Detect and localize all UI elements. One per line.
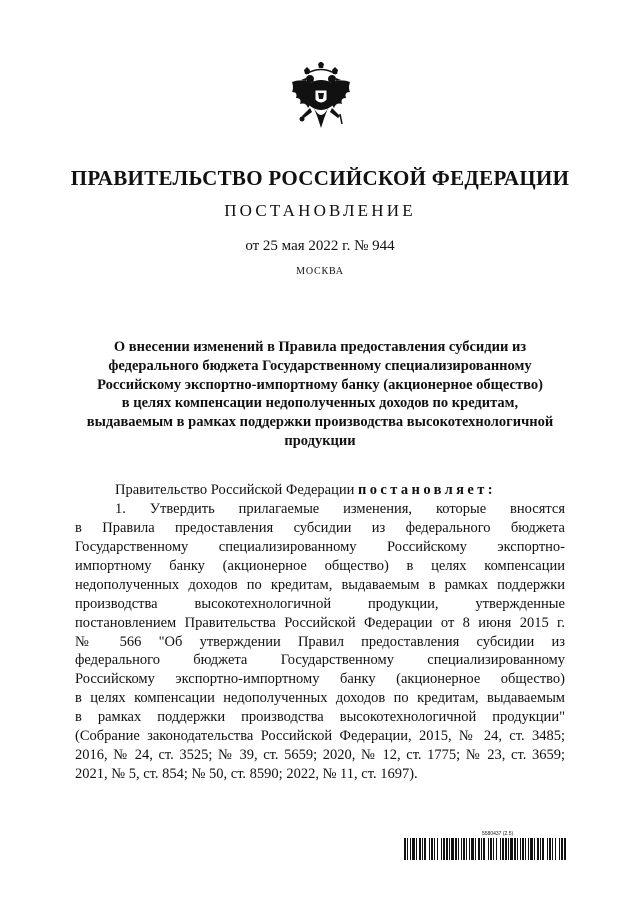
barcode-stripe bbox=[510, 838, 513, 860]
title-line: выдаваемым в рамках поддержки производства высокотехнологичной bbox=[86, 414, 554, 431]
government-title: ПРАВИТЕЛЬСТВО РОССИЙСКОЙ ФЕДЕРАЦИИ bbox=[70, 166, 570, 190]
body-line: в Правила предоставления субсидии из федерального бюджета bbox=[75, 519, 565, 536]
barcode-stripe bbox=[461, 838, 462, 860]
barcode-stripe bbox=[555, 838, 556, 860]
barcode-stripe bbox=[564, 838, 566, 860]
barcode-stripe bbox=[446, 838, 448, 860]
document-title bbox=[60, 338, 580, 451]
barcode-stripe bbox=[540, 838, 541, 860]
resolves-word: постановляет: bbox=[357, 482, 497, 498]
barcode-stripe bbox=[419, 838, 421, 860]
body-line: (Собрание законодательства Российской Федерации, 2015, № 24, ст. 3485; bbox=[75, 728, 565, 745]
barcode-stripe bbox=[458, 838, 459, 860]
barcode-stripe bbox=[481, 838, 482, 860]
document-date-number: от 25 мая 2022 г. № 944 bbox=[245, 238, 395, 254]
body-line: импортному банку (акционерное общество) в целях компенсации bbox=[75, 557, 565, 574]
barcode-stripe bbox=[517, 838, 518, 860]
barcode-stripe bbox=[537, 838, 539, 860]
title-line: О внесении изменений в Правила предоставления субсидии из bbox=[113, 339, 527, 355]
barcode-stripe bbox=[483, 838, 485, 860]
barcode-stripe bbox=[471, 838, 474, 860]
barcode-stripe bbox=[561, 838, 563, 860]
body-line: федерального бюджета Государственному специализированному bbox=[75, 652, 565, 669]
body-line: 1. Утвердить прилагаемые изменения, которые вносятся bbox=[115, 500, 565, 517]
barcode-stripe bbox=[559, 838, 560, 860]
barcode-stripe bbox=[488, 838, 489, 860]
body-line: в рамках поддержки производства высокотехнологичной продукции" bbox=[75, 709, 565, 726]
body-line: 2021, № 5, ст. 854; № 50, ст. 8590; 2022, № 11, ст. 1697). bbox=[75, 766, 418, 783]
barcode-stripe bbox=[431, 838, 433, 860]
barcode-stripe bbox=[404, 838, 406, 860]
barcode-stripe bbox=[424, 838, 426, 860]
barcode-stripe bbox=[496, 838, 497, 860]
barcode-stripe bbox=[502, 838, 504, 860]
barcode-stripe bbox=[552, 838, 553, 860]
barcode-stripe bbox=[434, 838, 435, 860]
title-line: в целях компенсации недополученных доходов по кредитам, bbox=[121, 395, 519, 412]
barcode-stripe bbox=[525, 838, 526, 860]
barcode-stripe bbox=[549, 838, 551, 860]
barcode-stripe bbox=[449, 838, 450, 860]
body-line: постановлением Правительства Российской Федерации от 8 июня 2015 г. bbox=[75, 614, 565, 631]
barcode-stripe bbox=[520, 838, 521, 860]
body-line: в целях компенсации недополученных доходов по кредитам, выдаваемым bbox=[75, 690, 565, 707]
barcode-icon bbox=[404, 838, 566, 860]
barcode-stripe bbox=[500, 838, 501, 860]
barcode-stripe bbox=[542, 838, 544, 860]
title-line: продукции bbox=[284, 432, 356, 449]
barcode-stripe bbox=[530, 838, 533, 860]
barcode-stripe bbox=[455, 838, 457, 860]
barcode-stripe bbox=[451, 838, 454, 860]
barcode-stripe bbox=[522, 838, 524, 860]
document-code: 5580437 (2.5) bbox=[482, 831, 514, 837]
barcode-stripe bbox=[410, 838, 411, 860]
barcode-stripe bbox=[514, 838, 516, 860]
barcode-stripe bbox=[478, 838, 480, 860]
barcode-stripe bbox=[416, 838, 417, 860]
double-headed-eagle-icon bbox=[290, 62, 352, 130]
barcode-stripe bbox=[508, 838, 509, 860]
barcode-stripe bbox=[547, 838, 548, 860]
body-line: 2016, № 24, ст. 3525; № 39, ст. 5659; 2020, № 12, ст. 1775; № 23, ст. 3659; bbox=[75, 747, 565, 764]
document-body bbox=[75, 481, 565, 784]
body-line: производства высокотехнологичной продукции, утвержденные bbox=[75, 595, 565, 612]
document-city: МОСКВА bbox=[296, 266, 344, 277]
document-type: ПОСТАНОВЛЕНИЕ bbox=[224, 201, 416, 220]
preamble-line bbox=[75, 481, 565, 500]
barcode-stripe bbox=[493, 838, 494, 860]
barcode-stripe bbox=[463, 838, 465, 860]
barcode-stripe bbox=[534, 838, 535, 860]
barcode-stripe bbox=[475, 838, 476, 860]
preamble-text: Правительство Российской Федерации bbox=[115, 482, 358, 498]
barcode-stripe bbox=[469, 838, 470, 860]
barcode-stripe bbox=[412, 838, 415, 860]
body-line: № 566 "Об утверждении Правил предоставления субсидии из bbox=[75, 633, 565, 650]
barcode-stripe bbox=[528, 838, 529, 860]
body-line: Российскому экспортно-импортному банку (акционерное общество) bbox=[75, 671, 565, 688]
barcode-stripe bbox=[441, 838, 442, 860]
title-line: федерального бюджета Государственному специализированному bbox=[108, 357, 532, 374]
barcode-stripe bbox=[466, 838, 467, 860]
body-line: недополученных доходов по кредитам, выдаваемым в рамках поддержки bbox=[75, 576, 565, 593]
body-line: Государственному специализированному Российскому экспортно- bbox=[75, 538, 565, 555]
barcode-stripe bbox=[505, 838, 507, 860]
barcode-stripe bbox=[422, 838, 423, 860]
barcode-stripe bbox=[437, 838, 438, 860]
barcode-stripe bbox=[429, 838, 430, 860]
barcode-stripe bbox=[407, 838, 408, 860]
barcode-stripe bbox=[443, 838, 445, 860]
barcode-stripe bbox=[490, 838, 492, 860]
title-line: Российскому экспортно-импортному банку (акционерное общество) bbox=[97, 376, 543, 393]
